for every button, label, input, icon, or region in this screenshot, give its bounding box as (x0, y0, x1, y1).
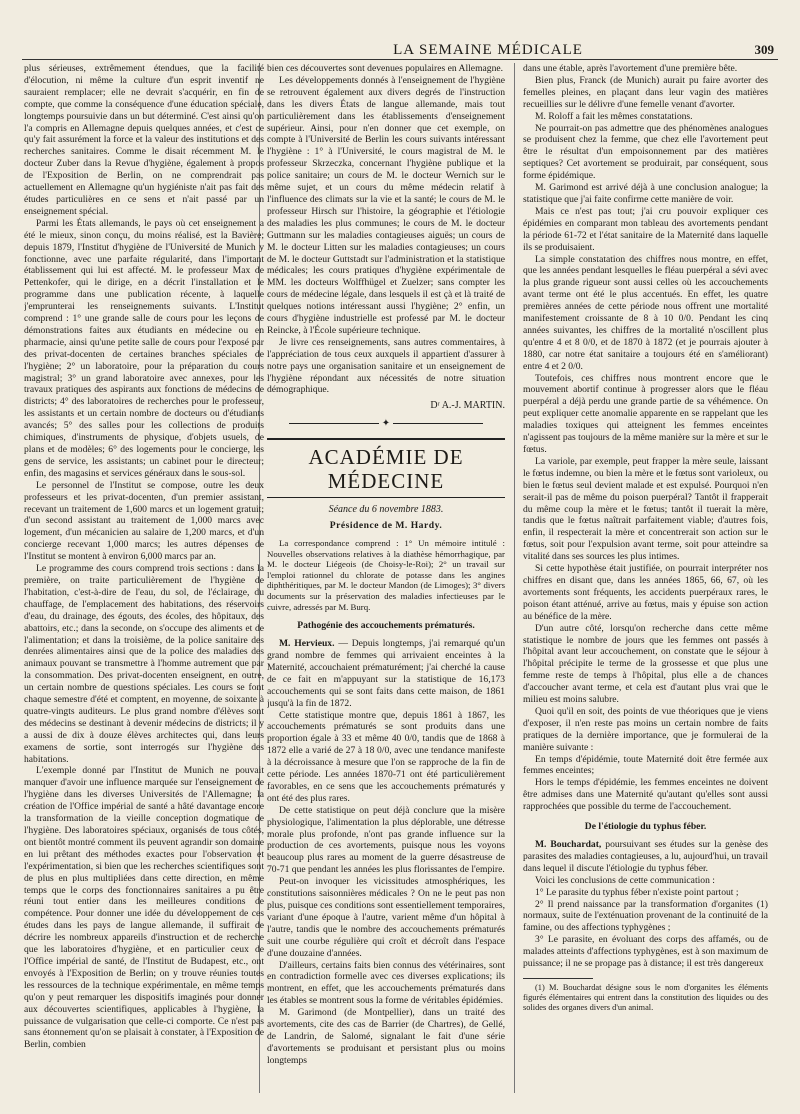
paragraph: bien ces découvertes sont devenues populaires en Allemagne. (267, 63, 504, 74)
paragraph: Mais ce n'est pas tout; j'ai cru pouvoir expliquer ces épidémies en comparant mon tableau des avortements pendant la période 61-72 et l'état sanitaire de la Maternité dans laquelle ils se produisaient. (523, 205, 768, 253)
speech-text: poursuivant ses études sur la genèse des parasites des maladies contagieuses, a lu, aujourd'hui, un travail dans lequel il discute l'étiologie du typhus féber. (523, 839, 768, 874)
paragraph: 2° Il prend naissance par la transformation d'organites (1) normaux, suite de l'exténuation provenant de la continuité de la famine, ou des affections typhygènes ; (523, 898, 768, 934)
paragraph: M. Garimond (de Montpellier), dans un traité des avortements, cite des cas de Barrier (de Chartres), de Gellé, de Landrin, de Salomé, signalant le fait d'une série d'avortements se produisant et persistant plus ou moins longtemps (267, 1007, 505, 1066)
paragraph: Voici les conclusions de cette communication : (535, 874, 715, 886)
section-title: Pathogénie des accouchements prématurés. (297, 620, 475, 632)
paragraph: Peut-on invoquer les vicissitudes atmosphériques, les constitutions saisonnières médicales ? On ne le peut pas non plus, puisque ces conditions sont essentiellement temporaires, variant d'une époque à l'autre, varient même d'un hôpital à l'autre, tandis que le nombre des accouchements prématurés suit une courbe régulière qui croît et décroît dans l'espace d'une douzaine d'années. (267, 876, 505, 959)
paragraph: dans une étable, après l'avortement d'une première bête. (523, 63, 738, 74)
running-title: LA SEMAINE MÉDICALE (393, 42, 583, 58)
paragraph: Parmi les États allemands, le pays où cet enseignement a été le mieux, sinon conçu, du moins réalisé, est la Bavière; depuis 1879, l'Institut d'hygiène de l'Université de Munich y fonctionne, avec une parfaite régularité, dans l'important établissement qui lui est affecté. M. le professeur Max de Pettenkofer, qui le dirige, en a décrit l'installation et le programme dans une publication récente, à laquelle j'emprunterai les renseignements suivants. L'Institut comprend : 1° une grande salle de cours pour les leçons de démonstrations faites aux étudiants en médecine ou en pharmacie, ainsi qu'une petite salle de cours pour l'exposé par des privat-docenten de certaines branches spéciales de l'hygiène; 2° un laboratoire, pour la préparation du cours magistral; 3° un grand laboratoire avec annexes, pour les travaux pratiques des aspirants aux fonctions de médecins de districts; 4° des laboratoires de recherches pour le professeur, les assistants et un certain nombre de docteurs ou d'étudiants avancés; 5° des salles pour les collections de produits chimiques, d'instruments de physique, d'objets usuels, de plans et de modèles; 6° des logements pour le concierge, les gens de service, les assistants; un cabinet pour le directeur; enfin, des magasins et services généraux dans le sous-sol. (24, 217, 264, 479)
session-date: Séance du 6 novembre 1883. (328, 504, 444, 516)
paragraph: Ne pourrait-on pas admettre que des phénomènes analogues se produisent chez la femme, que chez elle l'avortement peut être le résultat d'un empoisonnement par des matières septiques? Cet avortement se produirait, par conséquent, sous forme épidémique. (523, 122, 768, 182)
column-2 (267, 63, 505, 1103)
paragraph: Les développements donnés à l'enseignement de l'hygiène se retrouvent également aux divers degrés de l'instruction dans les divers États de langue allemande, mais tout particulièrement dans les établissements d'enseignement supérieur. Ainsi, pour n'en donner que cet exemple, on compte à l'Université de Berlin les cours suivants intéressant l'hygiène : 1° à l'Université, le cours magistral de M. le professeur Skrzeczka, concernant l'hygiène publique et la police sanitaire; un cours de M. le docteur Wernich sur le même sujet, et un cours du même médecin relatif à l'influence des climats sur la vie et la santé; le cours de M. le professeur Hirsch sur l'histoire, la géographie et l'étiologie des maladies les plus communes; le cours de M. le docteur Guttmann sur les maladies contagieuses aiguës; un cours de M. le docteur Litten sur les maladies contagieuses; un cours de M. le docteur Guttstadt sur l'administration et la statistique médicales; les cours pratiques d'hygiène expérimentale de MM. les docteurs Wolffhügel et Zuelzer; sans compter les cours de médecine légale, dans lesquels il est çà et là traité de quelques notions intéressant aussi l'hygiène; 2° enfin, un cours d'hygiène industrielle est professé par M. le docteur Reincke, à l'École supérieure technique. (267, 74, 505, 336)
paragraph: L'exemple donné par l'Institut de Munich ne pouvait manquer d'avoir une influence marquée sur l'enseignement de l'hygiène dans les diverses Universités de l'Allemagne; la création de l'Office impérial de santé a hâté davantage encore la transformation de la vieille conception dogmatique de l'hygiène. Des laboratoires spéciaux, organisés de tous côtés, ont bientôt montré comment ils peuvent agrandir son domaine en lui prêtant des méthodes exactes pour l'observation et l'expérimentation, si bien que les recherches scientifiques sont de plus en plus multipliées dans cette direction, en même temps que le corps des fonctionnaires sanitaires a pu être réuni tout entier dans les meilleures conditions de compétence. Pour donner une idée du développement de ces études dans les pays de langue allemande, il suffirait de décrire les nombreux appareils d'instruction et de recherche que les laboratoires d'hygiène, et en particulier ceux de l'Office impérial de santé, de l'Institut de Budapest, etc., ont envoyés à l'Exposition de Berlin; on y trouve réunies toutes les ressources de la technique expérimentale, en même temps qu'on y peut remarquer les dispositifs imaginés pour donner aux découvertes scientifiques, applicables à l'hygiène, la puissance de vulgarisation que celle-ci comporte. Ce n'est pas sans étonnement qu'on se plaisait à constater, à l'Exposition de Berlin, combien (24, 765, 264, 1051)
column-1 (24, 63, 264, 1103)
footnote-rule (523, 978, 593, 979)
paragraph: La variole, par exemple, peut frapper la mère seule, laissant le fœtus indemne, ou bien la mère et le fœtus sont varioleux, ou bien le fœtus seul devient malade et est expulsé. Pourquoi n'en serait-il pas de même du poison puerpéral? Tantôt il frapperait du même coup la mère et le fœtus; tantôt il tuerait la mère, tandis que le fœtus naîtrait parfaitement viable; d'autres fois, enfin, il respecterait la mère et concentrerait son action sur le fœtus, soit pour l'expulsion avant terme, soit pour atteindre sa vitalité dans ses sources les plus intimes. (523, 455, 768, 563)
footnote: (1) M. Bouchardat désigne sous le nom d'organites les éléments figurés élémentaires qui entrent dans la constitution des liquides ou des solides des organes divers d'un animal. (523, 982, 768, 1013)
paragraph: Si cette hypothèse était justifiée, on pourrait interpréter nos chiffres en disant que, dans les années 1865, 66, 67, où les avortements sont fréquents, les accidents puerpéraux rares, le poison étant atténué, arrive au fœtus, mais y épuise son action au bénéfice de la mère. (523, 563, 768, 622)
academy-title: ACADÉMIE DE MÉDECINE (308, 445, 464, 494)
paragraph: Je livre ces renseignements, sans autres commentaires, à l'appréciation de tous ceux auxquels il appartient d'assurer à notre pays une organisation sanitaire et un enseignement de l'hygiène répondant aux nécessités de notre situation démographique. (267, 336, 505, 396)
speaker-name: M. Hervieux. (279, 638, 335, 650)
column-separator (514, 63, 515, 1093)
paragraph: Hors le temps d'épidémie, les femmes enceintes ne doivent être admises dans une Maternité qu'autant qu'elles sont aussi rapprochées que possible du terme de l'accouchement. (523, 777, 768, 813)
paragraph: D'un autre côté, lorsqu'on recherche dans cette même statistique le nombre de jours que les femmes ont passés à l'hôpital avant leur accouchement, on constate que le séjour à l'hôpital précipite le terme de la grossesse et que plus une femme reste de temps à l'hôpital, plus elle a de chances d'accoucher avant terme, et cela est d'autant plus vrai que le milieu est moins salubre. (523, 622, 768, 706)
paragraph: D'ailleurs, certains faits bien connus des vétérinaires, sont en contradiction formelle avec ces diverses explications; ils montrent, en effet, que les accouchements prématurés dans les étables se montrent sous la forme de véritables épidémies. (267, 959, 505, 1007)
paragraph: Toutefois, ces chiffres nous montrent encore que le mouvement abortif continue à progresser alors que le fléau puerpéral a déjà perdu une grande partie de sa véhémence. On peut expliquer cette anomalie apparente en se rappelant que les maladies toxiques qui atteignent les femmes enceintes n'agissent pas toujours de la même manière sur la mère et sur le fœtus. (523, 372, 768, 455)
presidency: Présidence de M. Hardy. (329, 520, 443, 532)
column-3 (523, 63, 768, 1103)
paragraph: Le programme des cours comprend trois sections : dans la première, on traite particulièrement de l'hygiène de l'habitation, c'est-à-dire de l'eau, du sol, de l'éclairage, du chauffage, de l'emplacement des habitations, des réservoirs d'eau, du drainage, des égouts, des écoles, des hôpitaux, des abattoirs, etc.; dans la seconde, on s'occupe des aliments et de l'alimentation; et dans la troisième, de la police sanitaire des denrées alimentaires ainsi que de la police des maladies des animaux pouvant se transmettre à l'homme autrement que par la consommation. Des privat-docenten enseignent, en outre, un certain nombre de questions spéciales. Les cours se font chaque semestre d'été et comptent, en moyenne, de soixante à quatre-vingts auditeurs. Le plus grand nombre d'élèves sont des médecins se destinant à devenir médecins de districts; il y a aussi de dix à douze élèves architectes qui, dans leurs examens de sortie, sont interrogés sur l'hygiène des habitations. (24, 563, 264, 765)
paragraph: M. Garimond est arrivé déjà à une conclusion analogue; la statistique que j'ai faite confirme cette manière de voir. (523, 182, 768, 205)
paragraph: Le personnel de l'Institut se compose, outre les deux professeurs et les privat-docenten, d'un premier assistant, recevant un traitement de 1,600 marcs et un logement gratuit; d'un second assistant au traitement de 1,000 marcs avec logement, d'un mécanicien au salaire de 1,200 marcs, et d'un concierge recevant 1,000 marcs; les autres dépenses de l'Institut se montent à environ 6,000 marcs par an. (24, 479, 264, 563)
page-number: 309 (754, 42, 774, 57)
paragraph: La simple constatation des chiffres nous montre, en effet, que les années pendant lesquelles le fléau puerpéral a sévi avec la plus grande rigueur sont aussi celles où les accouchements avant terme ont été le plus accentués. En effet, les quatre premières années de cette période nous offrent une mortalité manifestement croissante de 8 à 10 0/0. Pendant les cinq années suivantes, les chiffres de la mortalité n'oscillent plus qu'entre 4 et 8 0/0, et de 1870 à 1872 (et je pourrais ajouter à 1880, car notre état sanitaire a toujours été en s'améliorant) entre 4 et 2 0/0. (523, 253, 768, 372)
author-signature: Dʳ A.-J. MARTIN. (430, 400, 505, 412)
paragraph: En temps d'épidémie, toute Maternité doit être fermée aux femmes enceintes; (523, 753, 768, 777)
speaker-name: M. Bouchardat, (535, 839, 602, 850)
header-rule (22, 59, 778, 60)
speech-text: — Depuis longtemps, j'ai remarqué qu'un grand nombre de femmes qui arrivaient enceintes à la Maternité, accouchaient prématurément; j'ai cherché la cause de ce fait en m'appuyant sur la statistique de 16,173 accouchements qui se sont faits dans cette maison, de 1861 jusqu'à la fin de 1872. (267, 638, 505, 709)
paragraph (523, 839, 768, 875)
correspondence: La correspondance comprend : 1° Un mémoire intitulé : Nouvelles observations relatives à la diathèse hémorrhagique, par M. le docteur Liégeois (de Choisy-le-Roi); 2° un travail sur l'emploi rationnel du chlorate de potasse dans les angines diphthéritiques, par M. le docteur Mandon (de Limoges); 3° divers documents sur la préservation des maladies infectieuses par le cuivre, adressés par M. Burq. (267, 538, 505, 612)
paragraph: De cette statistique on peut déjà conclure que la misère physiologique, l'alimentation la plus déplorable, une détresse morale plus profonde, n'ont pas grande influence sur la production de ces avortements, puisque nous les voyons beaucoup plus rares au moment de la guerre désastreuse de 70-71 que pendant les années les plus florissantes de l'empire. (267, 804, 505, 876)
paragraph: plus sérieuses, extrêmement étendues, que la facilité d'élocution, ni même la culture d'un esprit inventif ne sauraient remplacer; elle ne devrait s'acquérir, en fin de compte, que comme la conséquence d'une éducation spéciale, longtemps poursuivie dans un but déterminé. C'est ainsi qu'on l'a compris en Allemagne depuis quelques années, et c'est ce qu'y fait assurément la force et la valeur des institutions et des recherches sanitaires. Comme le disait récemment M. le docteur Zuber dans la Revue d'hygiène, également à propos de l'Exposition de Berlin, on ne comprendrait pas actuellement en Allemagne qu'un hygiéniste n'ait pas fait des études particulières en ce sens et n'ait passé par un enseignement spécial. (24, 63, 264, 217)
section-ornament: ✦ (267, 418, 505, 430)
paragraph: Quoi qu'il en soit, des points de vue théoriques que je viens d'exposer, il n'en reste pas moins un certain nombre de faits pratiques de la dernière importance, que je formulerai de la manière suivante : (523, 705, 768, 753)
section-title: De l'étiologie du typhus féber. (584, 821, 707, 833)
paragraph: 1° Le parasite du typhus féber n'existe point partout ; (535, 886, 739, 898)
academy-heading-box (267, 438, 505, 498)
paragraph (267, 638, 505, 709)
paragraph: Cette statistique montre que, depuis 1861 à 1867, les accouchements prématurés se sont produits dans une proportion égale à 33 et même 40 0/0, tandis que de 1868 à 1872 elle a varié de 27 à 18 0/0, avec une tendance manifeste à la décroissance à mesure que l'on se rapproche de la fin de cette période. Les années 1870-71 ont été particulièrement favorables, en ce sens que les accouchements prématurés y ont été des plus rares. (267, 709, 505, 804)
paragraph: Bien plus, Franck (de Munich) aurait pu faire avorter des femelles pleines, en plaçant dans leur vagin des matières recueillies sur le délivre d'une femelle venant d'avorter. (523, 74, 768, 110)
paragraph: 3° Le parasite, en évoluant des corps des affamés, ou de malades atteints d'affections typhygènes, est à son maximum de puissance; il ne se propage pas à distance; il est très dangereux (523, 934, 768, 970)
paragraph: M. Roloff a fait les mêmes constatations. (535, 110, 693, 122)
